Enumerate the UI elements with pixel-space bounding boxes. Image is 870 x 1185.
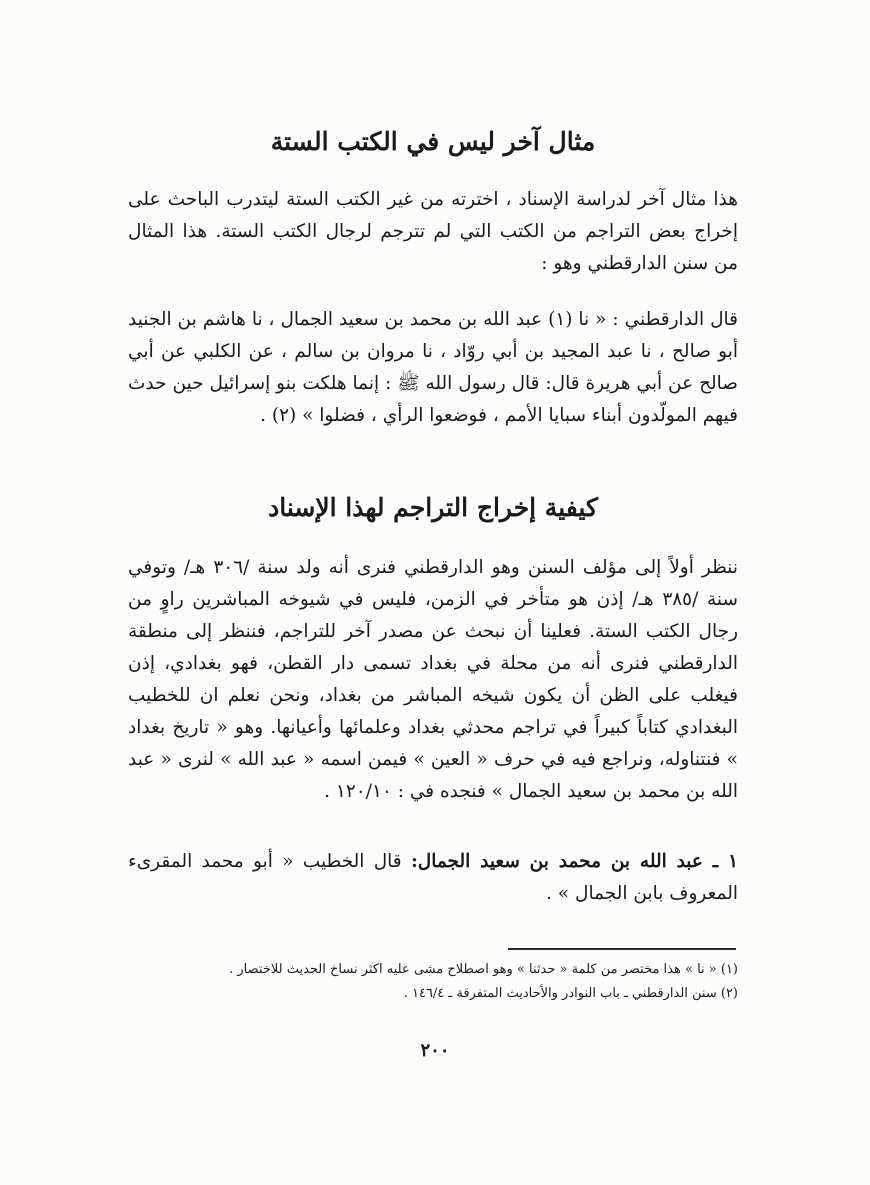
narrator-entry — [128, 846, 738, 910]
footnotes — [128, 958, 738, 1006]
entry-name: عبد الله بن محمد بن سعيد الجمال: — [410, 851, 703, 872]
page-number: ٢٠٠ — [420, 1040, 450, 1061]
footnote-1: (١) « نا » هذا مختصر من كلمة « حدثنا » وهو اصطلاح مشى عليه اكثر نساخ الحديث للاختصار . — [229, 962, 738, 977]
intro-paragraph-block — [128, 184, 738, 280]
narrator-entry-block — [128, 846, 738, 910]
intro-paragraph: هذا مثال آخر لدراسة الإسناد ، اخترته من غير الكتب الستة ليتدرب الباحث على إخراج بعض التراجم من الكتب التي لم تترجم لرجال الكتب الستة. هذا المثال من سنن الدارقطني وهو : — [128, 189, 738, 274]
hadith-paragraph: قال الدارقطني : « نا (١) عبد الله بن محمد بن سعيد الجمال ، نا هاشم بن الجنيد أبو صالح ، نا عبد المجيد بن أبي روّاد ، نا مروان بن سالم ، عن الكلبي عن أبي صالح عن أبي هريرة قال: قال رسول الله ﷺ : إنما هلكت بنو إسرائيل حين حدث فيهم المولّدون أبناء سبايا الأمم ، فوضعوا الرأي ، فضلوا » (٢) . — [128, 309, 739, 426]
method-paragraph: ننظر أولاً إلى مؤلف السنن وهو الدارقطني فنرى أنه ولد سنة /٣٠٦ هـ/ وتوفي سنة /٣٨٥ هـ/ إذن هو متأخر في الزمن، فليس في شيوخه المباشرين راوٍ من رجال الكتب الستة. فعلينا أن نبحث عن مصدر آخر للتراجم، فننظر إلى منطقة الدارقطني فنرى أنه من محلة في بغداد تسمى دار القطن، فهو بغدادي، إذن فيغلب على الظن أن يكون شيخه المباشر من بغداد، ونحن نعلم ان للخطيب البغدادي كتاباً كبيراً في تراجم محدثي بغداد وعلمائها وأعيانها. وهو « تاريخ بغداد » فنتناوله، ونراجع فيه في حرف « العين » فيمن اسمه « عبد الله » لنرى « عبد الله بن محمد بن سعيد الجمال » فنجده في : ١٢٠/١٠ . — [128, 557, 738, 802]
entry-text: قال الخطيب « أبو محمد المقرىء المعروف بابن الجمال » . — [128, 851, 738, 904]
hadith-paragraph-block — [128, 304, 738, 432]
section-title-extraction-method: كيفية إخراج التراجم لهذا الإسناد — [268, 493, 598, 522]
method-paragraph-block — [128, 552, 738, 808]
footnote-2: (٢) سنن الدارقطني ـ باب النوادر والأحاديث المتفرقة ـ ١٤٦/٤ . — [403, 986, 738, 1001]
section-title-another-example: مثال آخر ليس في الكتب الستة — [270, 127, 596, 156]
footnote-separator — [508, 948, 736, 950]
entry-number: ١ ـ — [702, 851, 738, 872]
